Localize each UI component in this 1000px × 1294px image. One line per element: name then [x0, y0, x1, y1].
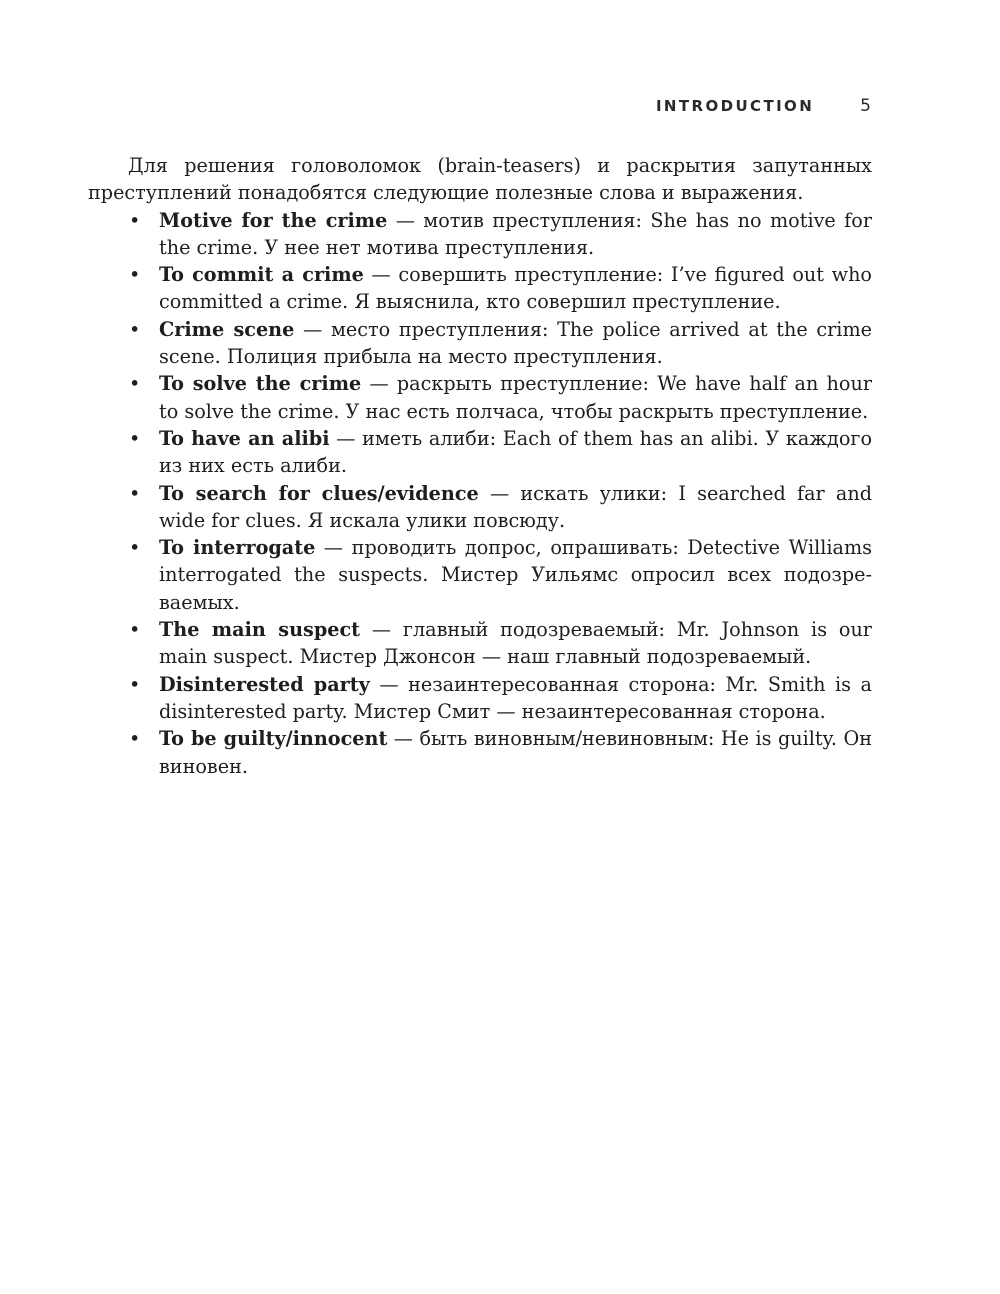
bullet-icon: •: [129, 372, 141, 396]
list-item: [129, 316, 872, 371]
term: Disinterested party: [159, 672, 370, 696]
bullet-icon: •: [129, 263, 141, 287]
list-item: [129, 480, 872, 535]
list-item: [129, 725, 872, 780]
section-title: INTRODUCTION: [655, 97, 815, 115]
definition: — раскрыть преступление: We have half an hour to solve the crime. У нас есть полчаса, чтобы раскрыть преступление.: [159, 372, 872, 423]
intro-paragraph: Для решения головоломок (brain-teasers) и раскрытия запутанных преступлений понадобятся следующие полезные слова и выражения.: [88, 154, 872, 205]
definition: — мотив преступления: She has no motive for the crime. У нее нет мотива преступления.: [159, 208, 873, 259]
definition: — место преступления: The police arrived at the crime scene. Полиция прибыла на место преступления.: [159, 317, 872, 369]
term: Motive for the crime: [159, 208, 388, 232]
list-item: [129, 207, 873, 262]
bullet-icon: •: [129, 618, 141, 642]
bullet-icon: •: [129, 208, 141, 232]
page-number: 5: [860, 96, 871, 116]
bullet-icon: •: [129, 672, 141, 696]
page-body: [88, 152, 872, 780]
term: To search for clues/evidence: [159, 481, 479, 505]
bullet-icon: •: [129, 727, 141, 751]
list-item: [129, 616, 872, 671]
definition: — быть виновным/невиновным: He is guilty. Он виновен.: [159, 727, 872, 778]
definition: — главный подозреваемый: Mr. Johnson is our main suspect. Мистер Джонсон — наш главный подозреваемый.: [159, 618, 872, 669]
bullet-icon: •: [129, 481, 141, 505]
term: The main suspect: [159, 618, 361, 642]
vocabulary-list: [88, 207, 872, 780]
term: Crime scene: [159, 317, 295, 341]
list-item: [129, 534, 872, 616]
term: To be guilty/innocent: [159, 727, 388, 751]
running-head: [656, 96, 871, 116]
definition: — иметь алиби: Each of them has an alibi. У каждого из них есть алиби.: [159, 426, 872, 478]
bullet-icon: •: [129, 426, 141, 450]
definition: — искать улики: I searched far and wide for clues. Я искала улики повсюду.: [159, 481, 872, 532]
list-item: [129, 370, 872, 425]
bullet-icon: •: [129, 536, 141, 560]
definition: — проводить допрос, опрашивать: Detective Williams interrogated the suspects. Мистер Уильямс опросил всех подозреваемых.: [159, 536, 872, 614]
definition: — совершить преступление: I’ve figured out who committed a crime. Я выяснила, кто совершил преступление.: [159, 263, 872, 314]
list-item: [129, 671, 872, 726]
list-item: [129, 261, 872, 316]
bullet-icon: •: [129, 317, 141, 341]
term: To have an alibi: [159, 426, 330, 450]
term: To commit a crime: [159, 263, 364, 287]
term: To interrogate: [159, 536, 316, 560]
definition: — незаинтересованная сторона: Mr. Smith is a disinterested party. Мистер Смит — незаинтересованная сторона.: [159, 672, 872, 723]
list-item: [129, 425, 872, 480]
term: To solve the crime: [159, 372, 362, 396]
